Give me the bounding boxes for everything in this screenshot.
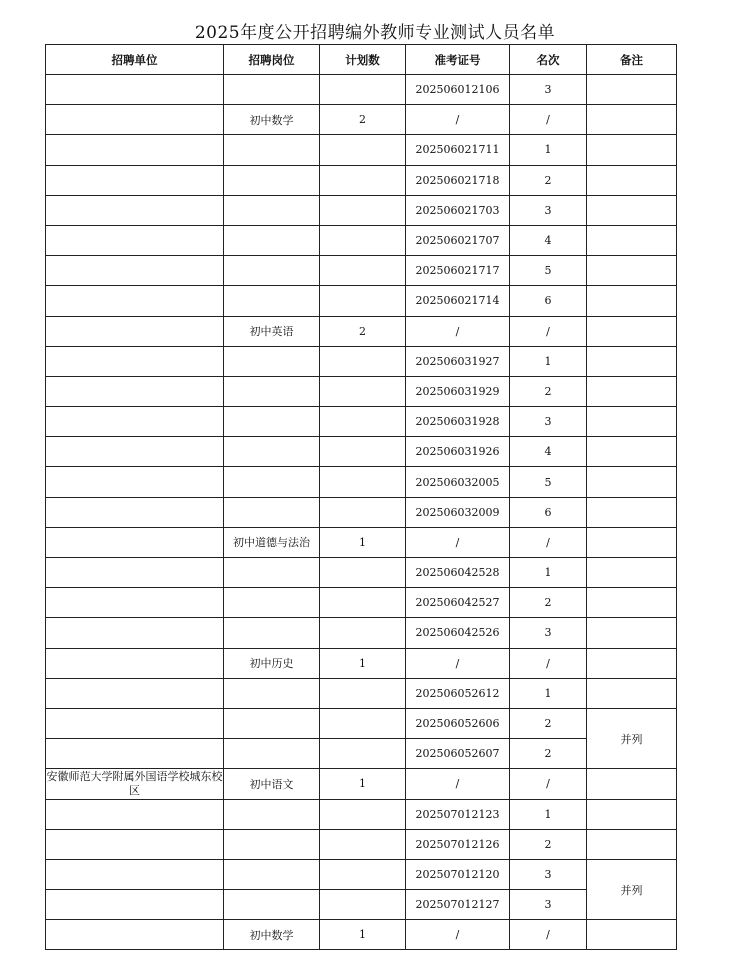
cell-plan: 1 [320, 527, 406, 557]
cell-plan [320, 708, 406, 738]
cell-note [587, 256, 677, 286]
cell-exam-no: 202506021718 [406, 165, 510, 195]
cell-rank: / [510, 316, 587, 346]
cell-unit [46, 558, 224, 588]
table-body [46, 75, 677, 950]
cell-unit [46, 829, 224, 859]
cell-plan [320, 75, 406, 105]
table-row [46, 165, 677, 195]
cell-plan [320, 588, 406, 618]
cell-plan: 1 [320, 920, 406, 950]
cell-rank: 2 [510, 588, 587, 618]
cell-plan [320, 799, 406, 829]
cell-plan [320, 467, 406, 497]
cell-rank: / [510, 769, 587, 799]
cell-post [224, 708, 320, 738]
cell-plan [320, 859, 406, 889]
table-row [46, 678, 677, 708]
cell-note [587, 407, 677, 437]
cell-post [224, 739, 320, 769]
cell-plan [320, 829, 406, 859]
cell-note [587, 286, 677, 316]
table-row [46, 467, 677, 497]
cell-unit [46, 165, 224, 195]
cell-post: 初中道德与法治 [224, 527, 320, 557]
cell-exam-no: / [406, 105, 510, 135]
table-row [46, 346, 677, 376]
cell-plan [320, 195, 406, 225]
table-row [46, 75, 677, 105]
cell-note [587, 618, 677, 648]
cell-rank: 1 [510, 678, 587, 708]
cell-post [224, 497, 320, 527]
cell-note [587, 135, 677, 165]
cell-exam-no: 202506021703 [406, 195, 510, 225]
cell-post [224, 407, 320, 437]
cell-unit [46, 346, 224, 376]
cell-exam-no: 202506012106 [406, 75, 510, 105]
cell-unit [46, 105, 224, 135]
cell-exam-no: 202506031929 [406, 376, 510, 406]
cell-plan: 1 [320, 648, 406, 678]
cell-unit [46, 739, 224, 769]
cell-exam-no: 202507012127 [406, 890, 510, 920]
cell-rank: 5 [510, 256, 587, 286]
table-row [46, 708, 677, 738]
cell-note: 并列 [587, 708, 677, 768]
table-row [46, 527, 677, 557]
cell-unit [46, 225, 224, 255]
cell-exam-no: / [406, 648, 510, 678]
cell-rank: 3 [510, 195, 587, 225]
cell-plan [320, 558, 406, 588]
cell-note [587, 105, 677, 135]
cell-exam-no: 202506032005 [406, 467, 510, 497]
cell-exam-no: 202506052607 [406, 739, 510, 769]
cell-post: 初中英语 [224, 316, 320, 346]
header-exam-no: 准考证号 [406, 45, 510, 75]
cell-exam-no: / [406, 527, 510, 557]
table-row [46, 286, 677, 316]
cell-plan [320, 165, 406, 195]
cell-post: 初中历史 [224, 648, 320, 678]
cell-post [224, 256, 320, 286]
table-row [46, 135, 677, 165]
cell-note [587, 829, 677, 859]
cell-exam-no: 202506031926 [406, 437, 510, 467]
cell-post [224, 588, 320, 618]
table-row [46, 376, 677, 406]
cell-plan [320, 890, 406, 920]
cell-post [224, 195, 320, 225]
cell-exam-no: 202506042528 [406, 558, 510, 588]
cell-unit [46, 316, 224, 346]
cell-exam-no: / [406, 920, 510, 950]
cell-rank: 5 [510, 467, 587, 497]
cell-post [224, 437, 320, 467]
table-row [46, 890, 677, 920]
cell-unit [46, 678, 224, 708]
cell-note [587, 195, 677, 225]
cell-post [224, 286, 320, 316]
cell-post [224, 890, 320, 920]
cell-rank: 1 [510, 346, 587, 376]
table-row [46, 739, 677, 769]
cell-unit [46, 527, 224, 557]
cell-note [587, 588, 677, 618]
cell-unit [46, 648, 224, 678]
table-row [46, 769, 677, 799]
cell-post [224, 799, 320, 829]
table-row [46, 256, 677, 286]
cell-note [587, 467, 677, 497]
cell-plan: 2 [320, 316, 406, 346]
header-rank: 名次 [510, 45, 587, 75]
cell-post [224, 859, 320, 889]
cell-rank: 2 [510, 739, 587, 769]
cell-unit [46, 437, 224, 467]
cell-plan [320, 225, 406, 255]
cell-unit [46, 890, 224, 920]
cell-unit [46, 859, 224, 889]
cell-post [224, 225, 320, 255]
cell-rank: 2 [510, 165, 587, 195]
cell-note [587, 225, 677, 255]
cell-unit [46, 799, 224, 829]
cell-plan [320, 437, 406, 467]
cell-unit [46, 75, 224, 105]
cell-note [587, 75, 677, 105]
cell-rank: 3 [510, 75, 587, 105]
cell-post [224, 376, 320, 406]
cell-plan [320, 739, 406, 769]
header-unit: 招聘单位 [46, 45, 224, 75]
cell-rank: 4 [510, 437, 587, 467]
cell-unit [46, 376, 224, 406]
cell-exam-no: 202506052606 [406, 708, 510, 738]
header-note: 备注 [587, 45, 677, 75]
cell-note: 并列 [587, 859, 677, 919]
cell-post [224, 346, 320, 376]
cell-plan [320, 256, 406, 286]
cell-note [587, 799, 677, 829]
cell-post [224, 165, 320, 195]
table-row [46, 799, 677, 829]
cell-note [587, 316, 677, 346]
cell-exam-no: / [406, 316, 510, 346]
cell-rank: 1 [510, 135, 587, 165]
cell-rank: 3 [510, 618, 587, 648]
table-row [46, 225, 677, 255]
table-row [46, 316, 677, 346]
cell-unit [46, 407, 224, 437]
cell-unit [46, 588, 224, 618]
cell-plan [320, 376, 406, 406]
cell-rank: 1 [510, 558, 587, 588]
cell-unit [46, 195, 224, 225]
cell-plan [320, 618, 406, 648]
table-row [46, 859, 677, 889]
cell-plan [320, 135, 406, 165]
cell-rank: 2 [510, 376, 587, 406]
cell-exam-no: 202506021717 [406, 256, 510, 286]
cell-note [587, 346, 677, 376]
table-row [46, 497, 677, 527]
cell-note [587, 920, 677, 950]
cell-exam-no: / [406, 769, 510, 799]
cell-plan: 1 [320, 769, 406, 799]
table-row [46, 648, 677, 678]
cell-rank: 6 [510, 286, 587, 316]
cell-rank: 3 [510, 890, 587, 920]
cell-unit [46, 467, 224, 497]
header-plan: 计划数 [320, 45, 406, 75]
cell-post [224, 558, 320, 588]
cell-note [587, 558, 677, 588]
cell-exam-no: 202506052612 [406, 678, 510, 708]
cell-post: 初中数学 [224, 105, 320, 135]
cell-rank: / [510, 920, 587, 950]
cell-unit [46, 497, 224, 527]
cell-rank: / [510, 648, 587, 678]
cell-plan [320, 346, 406, 376]
table-row [46, 618, 677, 648]
cell-exam-no: 202506031928 [406, 407, 510, 437]
cell-post [224, 678, 320, 708]
cell-note [587, 678, 677, 708]
table-header-row [46, 45, 677, 75]
header-post: 招聘岗位 [224, 45, 320, 75]
table-row [46, 105, 677, 135]
cell-exam-no: 202506021707 [406, 225, 510, 255]
cell-unit [46, 135, 224, 165]
document-title: 2025年度公开招聘编外教师专业测试人员名单 [194, 23, 556, 43]
cell-note [587, 769, 677, 799]
cell-rank: 3 [510, 407, 587, 437]
cell-plan [320, 678, 406, 708]
cell-post [224, 829, 320, 859]
cell-exam-no: 202506021714 [406, 286, 510, 316]
table-row [46, 558, 677, 588]
cell-post [224, 75, 320, 105]
table-row [46, 437, 677, 467]
table-row [46, 407, 677, 437]
cell-rank: 3 [510, 859, 587, 889]
cell-exam-no: 202506031927 [406, 346, 510, 376]
cell-note [587, 497, 677, 527]
table-row [46, 195, 677, 225]
cell-exam-no: 202507012123 [406, 799, 510, 829]
cell-rank: / [510, 527, 587, 557]
cell-plan [320, 286, 406, 316]
cell-unit [46, 708, 224, 738]
cell-plan: 2 [320, 105, 406, 135]
cell-rank: 2 [510, 829, 587, 859]
table-row [46, 829, 677, 859]
cell-note [587, 527, 677, 557]
cell-rank: / [510, 105, 587, 135]
cell-unit [46, 256, 224, 286]
cell-post: 初中语文 [224, 769, 320, 799]
candidate-table [45, 44, 677, 950]
cell-unit [46, 286, 224, 316]
cell-rank: 1 [510, 799, 587, 829]
cell-post [224, 467, 320, 497]
cell-plan [320, 407, 406, 437]
cell-note [587, 437, 677, 467]
cell-unit [46, 920, 224, 950]
cell-rank: 4 [510, 225, 587, 255]
cell-post: 初中数学 [224, 920, 320, 950]
cell-note [587, 376, 677, 406]
cell-unit: 安徽师范大学附属外国语学校城东校区 [46, 769, 224, 799]
cell-unit [46, 618, 224, 648]
cell-exam-no: 202507012120 [406, 859, 510, 889]
cell-exam-no: 202506042526 [406, 618, 510, 648]
cell-note [587, 648, 677, 678]
cell-exam-no: 202507012126 [406, 829, 510, 859]
cell-plan [320, 497, 406, 527]
table-row [46, 588, 677, 618]
table-row [46, 920, 677, 950]
cell-rank: 6 [510, 497, 587, 527]
cell-post [224, 618, 320, 648]
cell-post [224, 135, 320, 165]
cell-note [587, 165, 677, 195]
cell-exam-no: 202506032009 [406, 497, 510, 527]
cell-exam-no: 202506042527 [406, 588, 510, 618]
cell-rank: 2 [510, 708, 587, 738]
cell-exam-no: 202506021711 [406, 135, 510, 165]
